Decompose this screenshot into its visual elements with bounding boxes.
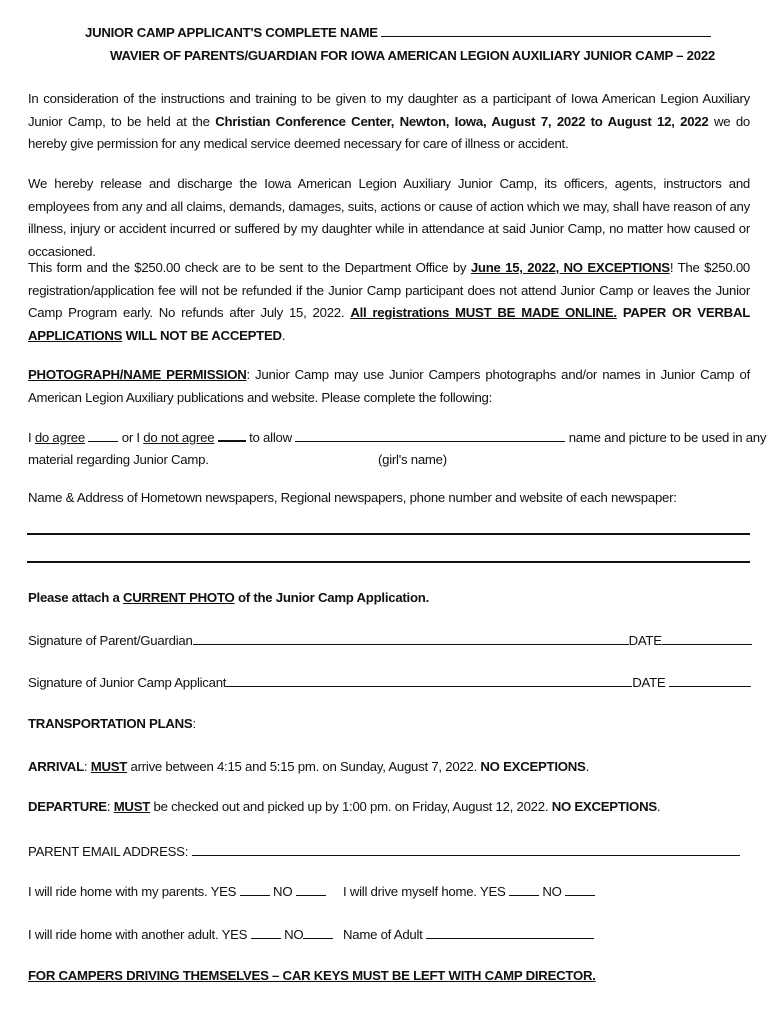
photo-permission-label: PHOTOGRAPH/NAME PERMISSION xyxy=(28,367,247,382)
parent-signature-label: Signature of Parent/Guardian xyxy=(28,633,193,648)
release-paragraph: We hereby release and discharge the Iowa American Legion Auxiliary Junior Camp, its officers, agents, instructors and employees from any and all claims, demands, damages, suits, actions or cause of action which we may, shall have reason of any illness, injury or accident incurred or suffered by my daughter while in attendance at said Junior Camp, no matter how caused or occasioned. xyxy=(28,176,750,259)
departure-must: MUST xyxy=(113,799,151,814)
girls-name-caption: (girl's name) xyxy=(378,452,447,467)
newspapers-prompt: Name & Address of Hometown newspapers, Regional newspapers, phone number and website of each newspaper: xyxy=(28,490,677,505)
applicant-signature-line xyxy=(28,674,751,690)
car-keys-notice: FOR CAMPERS DRIVING THEMSELVES – CAR KEYS MUST BE LEFT WITH CAMP DIRECTOR. xyxy=(28,968,596,983)
paper-notice-b: APPLICATIONS xyxy=(28,327,123,343)
drive-self-line xyxy=(343,883,595,899)
photo-attach-c: of the Junior Camp Application. xyxy=(237,590,429,605)
current-photo-text: CURRENT PHOTO xyxy=(122,590,235,605)
agree-blank[interactable] xyxy=(88,429,118,442)
form-title: WAVIER OF PARENTS/GUARDIAN FOR IOWA AMERICAN LEGION AUXILIARY JUNIOR CAMP – 2022 xyxy=(110,48,715,63)
arrival-no-exceptions: NO EXCEPTIONS xyxy=(480,759,586,774)
parent-date-field[interactable] xyxy=(662,632,752,645)
departure-label: DEPARTURE xyxy=(28,799,107,814)
transportation-colon: : xyxy=(192,716,196,731)
to-allow-text: to allow xyxy=(249,430,292,445)
fee-paragraph xyxy=(28,257,750,347)
departure-text: be checked out and picked up by 1:00 pm. on Friday, August 12, 2022. xyxy=(153,799,549,814)
adult-name-line xyxy=(343,926,594,942)
arrival-must: MUST xyxy=(90,759,128,774)
p1-text-c: we do hereby give permission for any medical service deemed necessary for care of illness or accident. xyxy=(28,113,750,151)
not-agree-blank[interactable] xyxy=(218,428,246,442)
arrival-label: ARRIVAL xyxy=(28,759,84,774)
paper-notice-a: PAPER OR VERBAL xyxy=(622,305,751,320)
transportation-heading xyxy=(28,716,196,731)
transportation-heading-text: TRANSPORTATION PLANS xyxy=(28,716,193,731)
applicant-signature-field[interactable] xyxy=(226,674,632,687)
drive-self-yes-field[interactable] xyxy=(509,883,539,896)
applicant-name-label: JUNIOR CAMP APPLICANT'S COMPLETE NAME xyxy=(85,25,378,40)
departure-line xyxy=(28,799,660,814)
paper-notice-c: WILL NOT BE ACCEPTED xyxy=(125,327,282,343)
agree-line xyxy=(28,428,766,445)
photo-permission-text: : Junior Camp may use Junior Campers photographs and/or names in Junior Camp of American Legion Auxiliary publications and website. Please complete the following: xyxy=(28,367,751,405)
applicant-name-field[interactable] xyxy=(381,24,711,37)
ride-parents-yes-label: YES xyxy=(210,884,237,899)
not-agree-option-label: do not agree xyxy=(143,430,215,445)
ride-parents-label: I will ride home with my parents. xyxy=(28,884,208,899)
parent-email-label: PARENT EMAIL ADDRESS: xyxy=(28,844,189,859)
p3-text-b: ! The $250.00 registration/application fee will not be refunded if the Junior Camp participant does not attend Junior Camp or leaves the Junior Camp Program early. No refunds after July 15, 2022. xyxy=(28,260,750,320)
parent-email-line xyxy=(28,843,740,859)
name-picture-text: name and picture to be used in any xyxy=(568,430,767,445)
p3-end: . xyxy=(281,327,286,343)
drive-self-no-label: NO xyxy=(542,884,562,899)
drive-self-yes-label: YES xyxy=(479,884,506,899)
departure-no-exceptions: NO EXCEPTIONS xyxy=(551,799,657,814)
departure-period: . xyxy=(656,799,661,814)
material-text: material regarding Junior Camp. xyxy=(28,452,209,467)
ride-adult-no-field[interactable] xyxy=(303,926,333,939)
drive-self-no-field[interactable] xyxy=(565,883,595,896)
ride-parents-no-field[interactable] xyxy=(296,883,326,896)
ride-parents-no-label: NO xyxy=(273,884,293,899)
applicant-date-field[interactable] xyxy=(669,674,751,687)
arrival-line xyxy=(28,759,589,774)
applicant-signature-label: Signature of Junior Camp Applicant xyxy=(28,675,227,690)
agree-or-i: or I xyxy=(121,430,140,445)
applicant-name-line xyxy=(85,24,711,40)
arrival-period: . xyxy=(585,759,590,774)
agree-i: I xyxy=(28,430,32,445)
photo-attach-instruction xyxy=(28,590,429,605)
online-registration-notice: All registrations MUST BE MADE ONLINE. xyxy=(350,305,617,320)
adult-name-label: Name of Adult xyxy=(343,927,423,942)
departure-colon: : xyxy=(106,799,111,814)
parent-date-label: DATE xyxy=(628,633,662,648)
newspapers-line-2[interactable] xyxy=(27,561,750,563)
ride-adult-label: I will ride home with another adult. xyxy=(28,927,219,942)
camp-location-dates: Christian Conference Center, Newton, Iowa, August 7, 2022 to August 12, 2022 xyxy=(215,113,709,129)
photo-attach-a: Please attach a xyxy=(28,590,120,605)
parent-signature-field[interactable] xyxy=(193,632,629,645)
ride-parents-yes-field[interactable] xyxy=(240,883,270,896)
arrival-text: arrive between 4:15 and 5:15 pm. on Sunday, August 7, 2022. xyxy=(130,759,477,774)
p1-text-a: In consideration of the instructions and training to be given to my daughter as a participant of Iowa American Legion Auxiliary Junior Camp, to be held at the xyxy=(28,91,750,129)
photo-permission-paragraph xyxy=(28,364,750,409)
ride-adult-yes-field[interactable] xyxy=(251,926,281,939)
applicant-date-label: DATE xyxy=(632,675,666,690)
girls-name-field[interactable] xyxy=(295,429,565,442)
deadline-text: June 15, 2022, NO EXCEPTIONS xyxy=(470,260,670,275)
parent-email-field[interactable] xyxy=(192,843,740,856)
ride-adult-line xyxy=(28,926,333,942)
arrival-colon: : xyxy=(83,759,88,774)
drive-self-label: I will drive myself home. xyxy=(343,884,477,899)
agree-option-label: do agree xyxy=(34,430,85,445)
newspapers-line-1[interactable] xyxy=(27,533,750,535)
ride-parents-line xyxy=(28,883,326,899)
parent-signature-line xyxy=(28,632,752,648)
ride-adult-yes-label: YES xyxy=(221,927,248,942)
medical-consent-paragraph xyxy=(28,88,750,156)
ride-adult-no-label: NO xyxy=(284,927,304,942)
adult-name-field[interactable] xyxy=(426,926,594,939)
p3-text-a: This form and the $250.00 check are to be sent to the Department Office by xyxy=(28,260,467,275)
